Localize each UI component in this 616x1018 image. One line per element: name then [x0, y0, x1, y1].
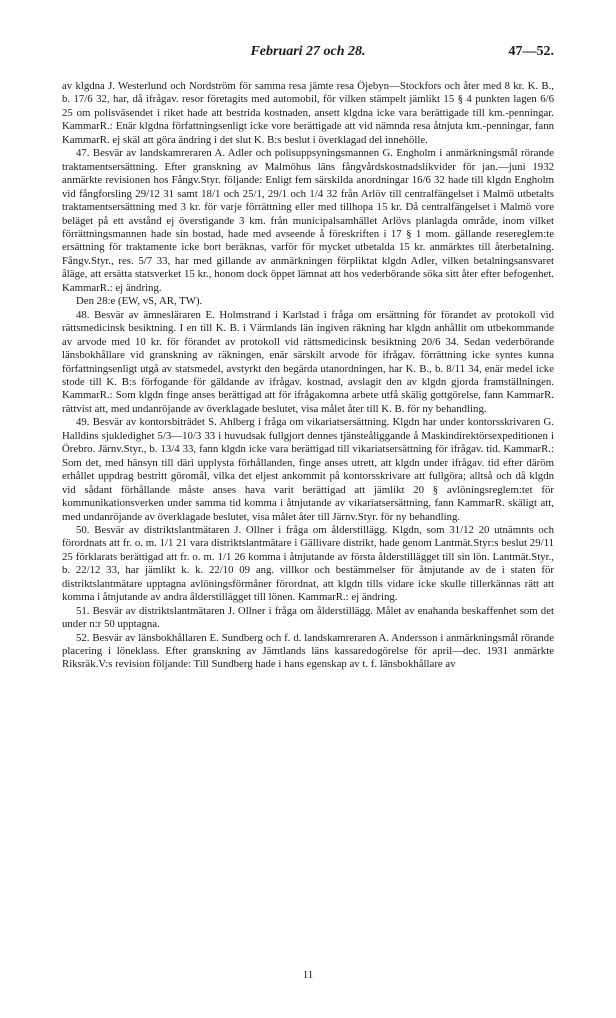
page-header [62, 44, 554, 66]
paragraph-item-47: 47. Besvär av landskamreraren A. Adler och polisuppsyningsmannen G. Engholm i anmärkningsmål rörande traktamentsersättning. Efter granskning av Malmöhus läns fångvårdskostnadslikvider för jan.—juni 1932 anmärkte revisionen hos Fångv.Styr. följande: Enligt fem särskilda anordningar 16/6 32 hade till klgdn Engholm vid fångforsling 29/12 31 samt 18/1 och 25/1, 29/1 och 1/4 32 från Arlöv till centralfängelset i Malmö utbetalts traktamentsersättning med 3 kr. för varje förrättning eller med tillhopa 15 kr. Då centralfängelset i Malmö vore beläget på ett avstånd ej överstigande 3 km. från municipalsamhället Arlövs planlagda område, inom vilket förrättningsmannen hade sin bostad, hade med avseende å föreskriften i 17 § 1 mom. gällande resereglem:te ersättning för traktamente icke bort beräknas, varför för mycket utbetalda 15 kr. anmärktes till återbetalning. Fångv.Styr., res. 5/7 33, har med gillande av anmärkningen förpliktat klgdn Adler, vilken betalningsansvaret åläge, att ersätta statsverket 15 kr., honom dock öppet lämnat att hos vederbörande söka sitt åter efter befogenhet. KammarR.: ej ändring. [62, 147, 554, 294]
document-body [62, 80, 554, 672]
paragraph-item-49: 49. Besvär av kontorsbiträdet S. Ahlberg i fråga om vikariatsersättning. Klgdn har under kontorsskrivaren G. Halldins sjukledighet 5/3—10/3 33 i huvudsak fullgjort dennes tjänsteåliggande å Maskindirektörsexpeditionen i Örebro. Järnv.Styr., b. 13/4 33, fann klgdn icke vara berättigad till vikariatsersättning för ifrågav. tid. KammarR.: Som det, med hänsyn till däri upplysta förhållanden, finge anses utrett, att klgdn under ifrågav. tid efter däröm erhållet uppdrag bestritt göromål, vilka det eljest ankommit på kontorsskrivare att fullgöra; alltså och då klgdn vid sådant förhållande måste anses hava varit berättigad att jämlikt 20 § avlöningsreglem:tet för kommunikationsverken under samma tid komma i åtnjutande av vikariatsersättning, fann KammarR. skäligt att, med undanröjande av överklagade beslutet, visa målet åter till Järnv.Styr. för ny behandling. [62, 416, 554, 523]
date-heading: Den 28:e (EW, vS, AR, TW). [76, 295, 203, 308]
paragraph-item-50: 50. Besvär av distriktslantmätaren J. Ollner i fråga om ålderstillägg. Klgdn, som 31/12 20 utnämnts och förordnats att fr. o. m. 1/1 21 vara distriktslantmätare i Gällivare distrikt, hade genom Lantmät.Styr:s beslut 29/11 25 förklarats berättigad att fr. o. m. 1/1 26 komma i åtnjutande av första ålderstillägget till sin lön. Lantmät.Styr., b. 22/12 33, har jämlikt k. k. 22/10 09 ang. villkor och bestämmelser för åtnjutande av de i staten för distriktslantmätare upptagna avlöningsförmåner förordnat, att klgdn tills vidare icke skulle tillerkännas rätt att komma i åtnjutande av andra ålderstillägget till lönen. KammarR.: ej ändring. [62, 523, 554, 604]
page-title: Februari 27 och 28. [250, 44, 366, 59]
section-range: 47—52. [508, 44, 554, 59]
paragraph-item-51: 51. Besvär av distriktslantmätaren J. Ollner i fråga om ålderstillägg. Målet av enahanda beskaffenhet som det under n:r 50 upptagna. [62, 604, 554, 631]
page [62, 44, 554, 672]
page-number: 11 [302, 969, 314, 981]
paragraph-item-52: 52. Besvär av länsbokhållaren E. Sundberg och f. d. landskamreraren A. Andersson i anmärkningsmål rörande placering i löneklass. Efter granskning av Jämtlands läns kassaredogörelse för april—dec. 1931 anmärkte Riksräk.V:s revision följande: Till Sundberg hade i hans egenskap av t. f. länsbokhållare av [62, 631, 554, 671]
paragraph-continuation: av klgdna J. Westerlund och Nordström för samma resa jämte resa Öjebyn—Stockfors och åter med 8 kr. K. B., b. 17/6 32, har, då ifrågav. resor företagits med automobil, för vilken stämpelt jämlikt 15 § 4 punkten lagen 6/6 25 om polisväsendet i riket hade att bestrida kostnaden, ansett klgdna icke vara berättigade till km.-penningar. KammarR.: Enär klgdna författningsenligt icke vore berättigade att vid nämnda resa åtnjuta km.-penningar, fann KammarR. ej skäl att göra ändring i det slut K. B:s beslut i överklagad del innehölle. [62, 80, 554, 146]
paragraph-item-48: 48. Besvär av ämnesläraren E. Holmstrand i Karlstad i fråga om ersättning för förandet av protokoll vid rättsmedicinsk besiktning. I en till K. B. i Värmlands län ingiven räkning har klgdn anhållit om utbekommande av arvode med 10 kr. för förandet av protokoll vid rättsmedicinsk besiktning 20/6 34. Sedan vederbörande länsbokhållare vid granskning av räkningen, enär särskilt arvode för ifrågav. förrättning icke syntes kunna författningsenligt utgå av statsmedel, avstyrkt den begärda utanordningen, har K. B., b. 8/11 34, enär medel icke stode till K. B:s förfogande för gäldande av ifrågav. kostnad, avslagit den av klgdn gjorda framställningen. KammarR.: Som klgdn finge anses berättigad att för ifrågakomna arbete utfå skälig gottgörelse, fann KammarR. rättvist att, med undanröjande av överklagade beslutet, visa målet åter till K. B. för ny behandling. [62, 308, 554, 415]
